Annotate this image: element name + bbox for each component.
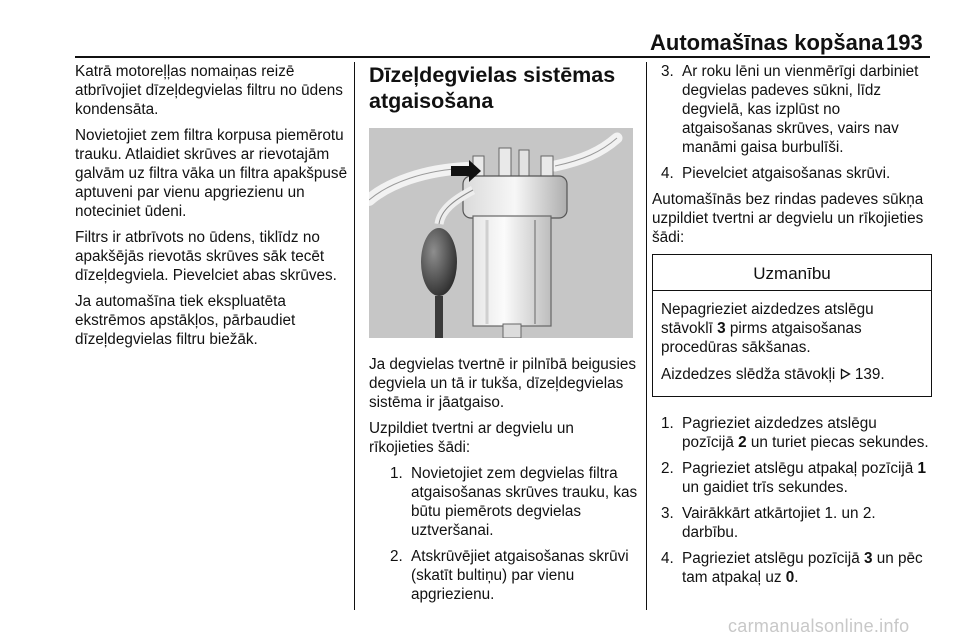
header-rule (75, 56, 930, 58)
page-reference-icon (840, 368, 851, 380)
step-text: Vairākkārt atkārtojiet 1. un 2. darbību. (682, 505, 876, 541)
paragraph: Uzpildiet tvertni ar degvielu un rīkojieties šādi: (369, 420, 574, 456)
list-item (369, 464, 639, 540)
steps-list (369, 464, 639, 604)
column-divider-left (354, 62, 355, 610)
paragraph: Novietojiet zem filtra korpusa piemērotu trauku. Atlaidiet skrūves ar rievotajām galvām uz filtra vāka un filtra apakšpusē aptuveni par vienu apgriezienu un noteciniet ūdeni. (75, 127, 348, 220)
list-item: 2. Pagrieziet atslēgu atpakaļ pozīcijā 1 un gaidiet trīs sekundes. (661, 460, 927, 496)
paragraph: Ja degvielas tvertnē ir pilnībā beigusies degviela un tā ir tukša, dīzeļdegvielas sistēma ir jāatgaiso. (369, 356, 637, 411)
list-item: 4. Pagrieziet atslēgu pozīcijā 3 un pēc tam atpakaļ uz 0. (661, 550, 923, 586)
steps-list-2 (652, 414, 932, 587)
step-text: Novietojiet zem degvielas filtra atgaisošanas skrūves trauku, kas būtu piemērots degvielas uztveršanai. (411, 465, 638, 539)
column-middle (369, 62, 639, 611)
watermark: carmanualsonline.info (728, 616, 910, 636)
step-text: Atskrūvējiet atgaisošanas skrūvi (skatīt bultiņu) par vienu apgriezienu. (411, 548, 629, 603)
fuel-filter-illustration (369, 128, 633, 338)
page-number: 193 (886, 30, 923, 55)
list-item (369, 547, 639, 604)
page-header-title: Automašīnas kopšana (650, 30, 884, 55)
caution-title: Uzmanību (653, 255, 931, 291)
caution-box (652, 254, 932, 397)
paragraph: Katrā motoreļļas nomaiņas reizē atbrīvojiet dīzeļdegvielas filtru no ūdens kondensāta. (75, 63, 343, 118)
list-item (652, 164, 932, 183)
column-right (652, 62, 932, 594)
step-number: 4. (661, 165, 674, 182)
section-heading: Dīzeļdegvielas sistēmas atgaisošana (369, 63, 616, 113)
list-item: 1. Pagrieziet aizdedzes atslēgu pozīcijā 2 un turiet piecas sekundes. (661, 415, 929, 451)
step-number: 3. (661, 505, 674, 522)
paragraph: Automašīnās bez rindas padeves sūkņa uzpildiet tvertni ar degvielu un rīkojieties šādi: (652, 191, 924, 246)
list-item (652, 62, 932, 157)
step-number: 4. (661, 550, 674, 567)
column-left (75, 62, 350, 356)
step-number: 1. (661, 415, 674, 432)
caution-text: Nepagrieziet aizdedzes atslēgu stāvoklī 3 pirms atgaisošanas procedūras sākšanas. (661, 301, 874, 356)
step-text: Ar roku lēni un vienmērīgi darbiniet degvielas padeves sūkni, līdz degvielā, kas izplūst no atgaisošanas skrūves, vairs nav manāmi gaisa burbulīši. (682, 63, 919, 156)
step-number: 1. (390, 465, 403, 482)
caution-body (653, 291, 931, 396)
step-text: Pievelciet atgaisošanas skrūvi. (682, 165, 891, 182)
reference-page[interactable]: 139 (854, 366, 881, 383)
list-item (652, 504, 932, 542)
paragraph: Filtrs ir atbrīvots no ūdens, tiklīdz no apakšējās rievotās skrūves sāk tecēt dīzeļdegviela. Pievelciet abas skrūves. (75, 229, 337, 284)
paragraph: Ja automašīna tiek ekspluatēta ekstrēmos apstākļos, pārbaudiet dīzeļdegvielas filtru biežāk. (75, 293, 296, 348)
steps-list-continued (652, 62, 932, 183)
step-number: 3. (661, 63, 674, 80)
step-number: 2. (661, 460, 674, 477)
caution-reference: Aizdedzes slēdža stāvokļi 139. (661, 366, 885, 383)
column-divider-right (646, 62, 647, 610)
step-number: 2. (390, 548, 403, 565)
